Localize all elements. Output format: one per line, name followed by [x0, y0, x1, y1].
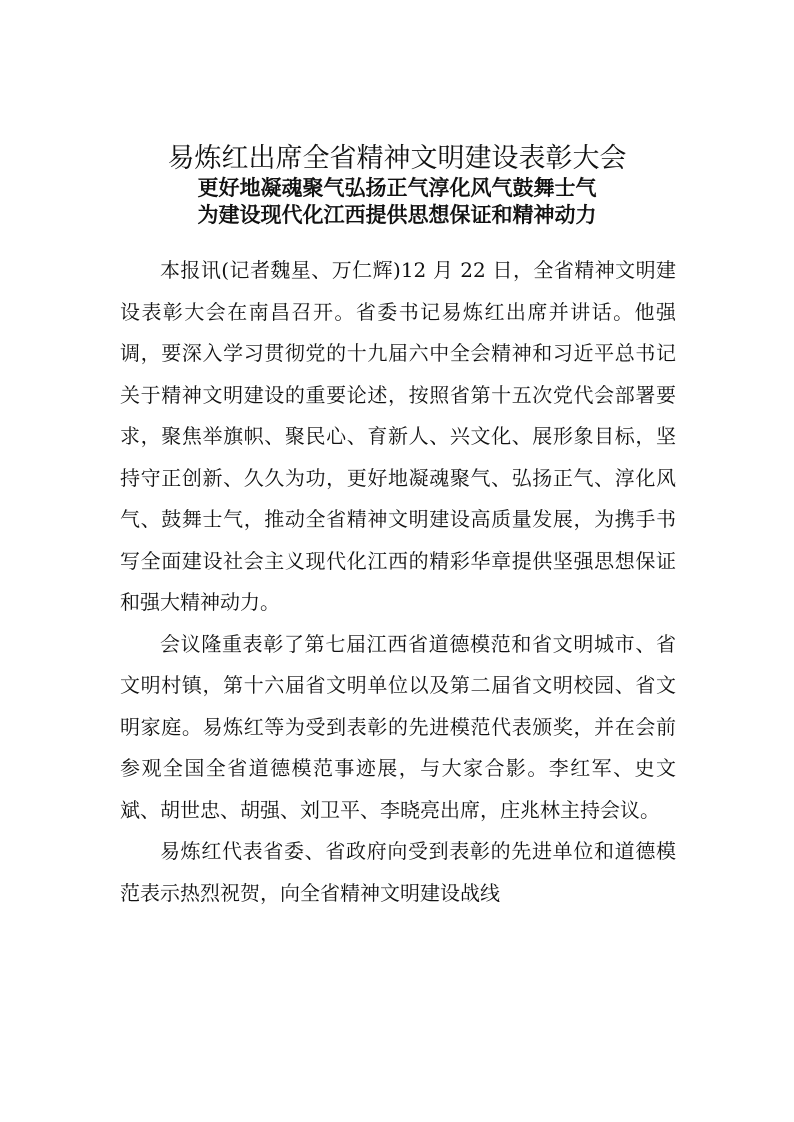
article-title: 易炼红出席全省精神文明建设表彰大会 — [167, 143, 627, 174]
article-subtitle-line-1: 更好地凝魂聚气弘扬正气淳化风气鼓舞士气 — [197, 176, 597, 200]
article-subtitle-line-2: 为建设现代化江西提供思想保证和精神动力 — [197, 203, 597, 227]
article-paragraph-3: 易炼红代表省委、省政府向受到表彰的先进单位和道德模范表示热烈祝贺，向全省精神文明建设战线 — [120, 839, 676, 905]
article-body — [120, 250, 676, 914]
article-paragraph-1: 本报讯(记者魏星、万仁辉)12 月 22 日，全省精神文明建设表彰大会在南昌召开。省委书记易炼红出席并讲话。他强调，要深入学习贯彻党的十九届六中全会精神和习近平总书记关于精神文明建设的重要论述，按照省第十五次党代会部署要求，聚焦举旗帜、聚民心、育新人、兴文化、展形象目标，坚持守正创新、久久为功，更好地凝魂聚气、弘扬正气、淳化风气、鼓舞士气，推动全省精神文明建设高质量发展，为携手书写全面建设社会主义现代化江西的精彩华章提供坚强思想保证和强大精神动力。 — [120, 258, 676, 614]
article-paragraph-2: 会议隆重表彰了第七届江西省道德模范和省文明城市、省文明村镇，第十六届省文明单位以及第二届省文明校园、省文明家庭。易炼红等为受到表彰的先进模范代表颁奖，并在会前参观全国全省道德模范事迹展，与大家合影。李红军、史文斌、胡世忠、胡强、刘卫平、李晓亮出席，庄兆林主持会议。 — [120, 631, 676, 822]
article-header — [120, 142, 674, 229]
